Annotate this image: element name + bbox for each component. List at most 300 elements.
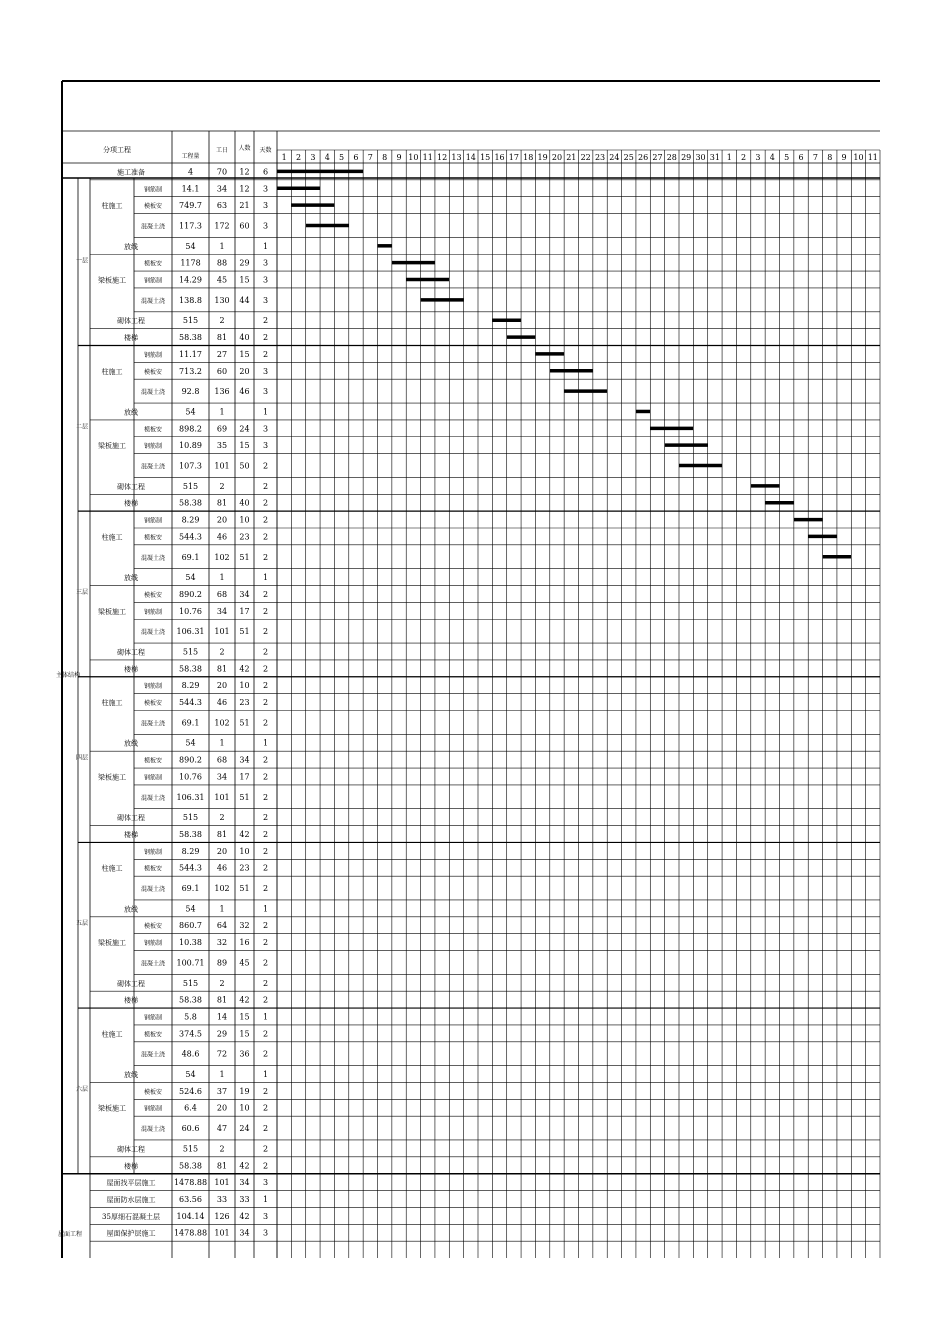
row-dur: 1: [262, 241, 269, 251]
row-dur: 2: [262, 316, 269, 326]
row-dur: 3: [262, 184, 269, 194]
row-workers: 51: [239, 627, 250, 637]
day-label: 11: [422, 153, 433, 162]
day-label: 29: [681, 153, 692, 162]
row-dur: 1: [262, 1012, 269, 1022]
row-days: 81: [216, 664, 228, 674]
row-qty: 713.2: [179, 366, 202, 376]
row-item-label: 楼梯: [124, 996, 138, 1005]
day-label: 21: [566, 153, 577, 162]
row-dur: 3: [262, 275, 269, 285]
row-days: 2: [219, 481, 225, 491]
day-label: 28: [666, 153, 677, 162]
row-qty: 8.29: [181, 846, 200, 856]
row-subitem-label: 混凝土浇: [140, 297, 166, 305]
day-label: 2: [295, 153, 302, 162]
row-qty: 515: [182, 813, 199, 823]
row-workers: 34: [239, 589, 250, 599]
row-days: 88: [216, 258, 228, 268]
row-qty: 860.7: [179, 921, 202, 931]
row-subitem-label: 模板安: [143, 591, 163, 599]
row-days: 68: [216, 589, 228, 599]
row-qty: 54: [185, 407, 196, 417]
row-qty: 10.76: [179, 772, 202, 782]
row-subitem-label: 模板安: [143, 1031, 163, 1039]
row-workers: 20: [239, 366, 250, 376]
row-item-label: 放线: [124, 739, 138, 748]
row-item-label: 放线: [124, 574, 138, 583]
row-workers: 42: [239, 995, 250, 1005]
row-item-label: 屋面找平层施工: [106, 1179, 156, 1188]
row-dur: 2: [262, 647, 269, 657]
row-workers: 23: [239, 698, 250, 708]
row-dur: 2: [262, 698, 269, 708]
row-subitem-label: 模板安: [143, 260, 163, 268]
row-subitem-label: 模板安: [143, 426, 163, 434]
day-label: 7: [812, 153, 818, 162]
row-days: 2: [219, 316, 225, 326]
row-qty: 60.6: [181, 1124, 200, 1134]
row-dur: 1: [262, 573, 269, 583]
floor-label: 一层: [75, 257, 89, 265]
row-workers: 50: [239, 461, 250, 471]
row-qty: 106.31: [176, 627, 205, 637]
row-dur: 1: [262, 1194, 269, 1204]
row-qty: 58.38: [179, 1161, 202, 1171]
group-bottom-label: 屋面工程: [57, 1230, 83, 1238]
row-item-label: 梁板施工: [98, 276, 126, 285]
day-label: 9: [841, 153, 847, 162]
row-qty: 4: [187, 167, 194, 177]
row-item-label: 砌体工程: [117, 814, 145, 823]
header-qty: 工程量: [181, 153, 200, 160]
row-qty: 54: [185, 1070, 196, 1080]
row-days: 72: [216, 1049, 228, 1059]
floor-label: 四层: [75, 754, 89, 762]
row-qty: 58.38: [179, 333, 202, 343]
row-subitem-label: 钢筋制: [143, 774, 163, 782]
row-qty: 69.1: [181, 884, 200, 894]
row-item-label: 楼梯: [124, 830, 138, 839]
row-days: 46: [216, 863, 228, 873]
row-item-label: 屋面防水层施工: [106, 1195, 156, 1204]
row-qty: 1478.88: [173, 1178, 208, 1188]
row-subitem-label: 钢筋制: [143, 683, 163, 691]
row-subitem-label: 钢筋制: [143, 351, 163, 359]
row-workers: 16: [239, 938, 250, 948]
row-dur: 2: [262, 718, 269, 728]
row-days: 172: [214, 221, 230, 231]
row-qty: 92.8: [181, 387, 200, 397]
row-days: 1: [219, 573, 225, 583]
row-qty: 58.38: [179, 829, 202, 839]
row-dur: 2: [262, 681, 269, 691]
day-label: 5: [784, 153, 790, 162]
row-workers: 19: [239, 1086, 250, 1096]
row-workers: 51: [239, 792, 250, 802]
row-workers: 36: [239, 1049, 250, 1059]
row-days: 63: [216, 201, 228, 211]
row-dur: 2: [262, 772, 269, 782]
row-subitem-label: 混凝土浇: [140, 629, 166, 637]
row-dur: 3: [262, 366, 269, 376]
row-subitem-label: 混凝土浇: [140, 886, 166, 894]
row-qty: 100.71: [176, 958, 205, 968]
row-workers: 34: [239, 1178, 250, 1188]
row-days: 102: [214, 552, 230, 562]
row-workers: 44: [239, 295, 250, 305]
row-item-label: 梁板施工: [98, 773, 126, 782]
row-workers: 21: [239, 201, 250, 211]
row-workers: 51: [239, 718, 250, 728]
row-subitem-label: 模板安: [143, 203, 163, 211]
row-workers: 32: [239, 921, 250, 931]
row-qty: 898.2: [179, 424, 202, 434]
row-dur: 2: [262, 481, 269, 491]
day-label: 31: [709, 153, 720, 162]
row-item-label: 梁板施工: [98, 607, 126, 616]
row-dur: 3: [262, 1211, 269, 1221]
row-subitem-label: 钢筋制: [143, 277, 163, 285]
row-qty: 544.3: [179, 532, 202, 542]
row-dur: 6: [262, 167, 269, 177]
row-qty: 749.7: [179, 201, 202, 211]
row-qty: 54: [185, 904, 196, 914]
row-dur: 2: [262, 829, 269, 839]
row-days: 81: [216, 829, 228, 839]
row-workers: 34: [239, 755, 250, 765]
day-label: 19: [537, 153, 548, 162]
row-days: 2: [219, 647, 225, 657]
header-dur: 天数: [259, 147, 272, 154]
row-subitem-label: 混凝土浇: [140, 960, 166, 968]
row-item-label: 楼梯: [124, 334, 138, 343]
row-qty: 69.1: [181, 552, 200, 562]
row-workers: 12: [239, 184, 250, 194]
row-dur: 2: [262, 606, 269, 616]
row-item-label: 楼梯: [124, 499, 138, 508]
row-qty: 10.89: [179, 441, 202, 451]
row-days: 101: [214, 1228, 230, 1238]
row-item-label: 柱施工: [101, 202, 123, 211]
row-workers: 12: [239, 167, 250, 177]
row-qty: 138.8: [179, 295, 202, 305]
row-qty: 10.38: [179, 938, 202, 948]
row-qty: 104.14: [176, 1211, 205, 1221]
row-days: 101: [214, 1178, 230, 1188]
row-qty: 8.29: [181, 515, 200, 525]
row-subitem-label: 模板安: [143, 534, 163, 542]
row-days: 20: [216, 681, 228, 691]
row-dur: 2: [262, 1103, 269, 1113]
row-item-label: 放线: [124, 242, 138, 251]
day-label: 27: [652, 153, 663, 162]
row-item-label: 放线: [124, 1071, 138, 1080]
row-workers: 34: [239, 1228, 250, 1238]
row-qty: 515: [182, 1144, 199, 1154]
row-workers: 24: [239, 424, 250, 434]
row-days: 34: [216, 772, 228, 782]
row-days: 102: [214, 884, 230, 894]
row-dur: 2: [262, 958, 269, 968]
row-item-label: 楼梯: [124, 1162, 138, 1171]
row-dur: 2: [262, 461, 269, 471]
row-subitem-label: 混凝土浇: [140, 1051, 166, 1059]
day-label: 22: [580, 153, 591, 162]
row-subitem-label: 钢筋制: [143, 848, 163, 856]
day-label: 18: [523, 153, 534, 162]
row-dur: 2: [262, 589, 269, 599]
row-subitem-label: 模板安: [143, 757, 163, 765]
row-item-label: 放线: [124, 408, 138, 417]
header-days: 工日: [215, 147, 229, 154]
row-qty: 5.8: [184, 1012, 197, 1022]
row-item-label: 砌体工程: [117, 1145, 145, 1154]
row-item-label: 砌体工程: [117, 482, 145, 491]
row-workers: 51: [239, 552, 250, 562]
row-qty: 106.31: [176, 792, 205, 802]
row-item-label: 放线: [124, 905, 138, 914]
row-days: 60: [216, 366, 228, 376]
row-workers: 24: [239, 1124, 250, 1134]
header-workers: 人数: [238, 145, 251, 152]
row-workers: 42: [239, 829, 250, 839]
row-subitem-label: 钢筋制: [143, 186, 163, 194]
row-qty: 54: [185, 241, 196, 251]
row-qty: 117.3: [179, 221, 202, 231]
row-days: 20: [216, 515, 228, 525]
row-days: 101: [214, 627, 230, 637]
day-label: 2: [741, 153, 747, 162]
row-qty: 14.29: [179, 275, 202, 285]
row-dur: 2: [262, 978, 269, 988]
day-label: 10: [408, 153, 419, 162]
row-days: 33: [216, 1194, 228, 1204]
day-label: 8: [382, 153, 388, 162]
day-label: 7: [367, 153, 373, 162]
row-workers: 15: [239, 1029, 250, 1039]
row-days: 2: [219, 978, 225, 988]
row-days: 81: [216, 1161, 228, 1171]
row-dur: 2: [262, 333, 269, 343]
row-subitem-label: 模板安: [143, 923, 163, 931]
row-qty: 374.5: [179, 1029, 202, 1039]
row-qty: 1478.88: [173, 1228, 208, 1238]
row-qty: 544.3: [179, 863, 202, 873]
row-dur: 3: [262, 387, 269, 397]
row-item-label: 柱施工: [101, 367, 123, 376]
row-days: 81: [216, 333, 228, 343]
row-workers: 15: [239, 1012, 250, 1022]
day-label: 3: [755, 153, 761, 162]
row-dur: 3: [262, 221, 269, 231]
day-label: 23: [594, 153, 606, 162]
row-days: 46: [216, 698, 228, 708]
row-subitem-label: 混凝土浇: [140, 223, 166, 231]
row-qty: 11.17: [179, 349, 202, 359]
row-dur: 1: [262, 407, 269, 417]
row-workers: 15: [239, 349, 250, 359]
day-label: 13: [451, 153, 462, 162]
row-item-label: 屋面保护层施工: [106, 1229, 156, 1238]
row-dur: 2: [262, 664, 269, 674]
row-days: 101: [214, 792, 230, 802]
row-dur: 1: [262, 904, 269, 914]
day-label: 1: [726, 153, 732, 162]
row-days: 37: [216, 1086, 228, 1096]
row-item-label: 柱施工: [101, 1030, 123, 1039]
day-label: 26: [638, 153, 649, 162]
day-label: 15: [480, 153, 491, 162]
row-dur: 2: [262, 1144, 269, 1154]
row-dur: 1: [262, 1070, 269, 1080]
row-workers: 10: [239, 1103, 250, 1113]
row-subitem-label: 钢筋制: [143, 1105, 163, 1113]
row-days: 102: [214, 718, 230, 728]
row-workers: 60: [239, 221, 250, 231]
row-days: 89: [216, 958, 228, 968]
row-days: 2: [219, 1144, 225, 1154]
day-label: 10: [853, 153, 864, 162]
row-days: 2: [219, 813, 225, 823]
row-dur: 2: [262, 498, 269, 508]
row-workers: 10: [239, 681, 250, 691]
row-qty: 54: [185, 573, 196, 583]
row-workers: 45: [239, 958, 250, 968]
day-label: 6: [353, 153, 359, 162]
row-item-label: 施工准备: [117, 168, 145, 177]
day-label: 24: [609, 153, 620, 162]
row-qty: 10.76: [179, 606, 202, 616]
row-days: 20: [216, 846, 228, 856]
row-subitem-label: 模板安: [143, 368, 163, 376]
row-dur: 1: [262, 738, 269, 748]
row-workers: 29: [239, 258, 250, 268]
day-label: 11: [867, 153, 878, 162]
row-dur: 2: [262, 921, 269, 931]
day-label: 1: [281, 153, 287, 162]
row-dur: 2: [262, 1124, 269, 1134]
row-dur: 2: [262, 884, 269, 894]
row-item-label: 柱施工: [101, 699, 123, 708]
row-item-label: 柱施工: [101, 533, 123, 542]
day-label: 17: [508, 153, 519, 162]
row-subitem-label: 模板安: [143, 700, 163, 708]
row-days: 14: [216, 1012, 228, 1022]
day-label: 25: [623, 153, 634, 162]
floor-label: 三层: [75, 588, 89, 596]
row-subitem-label: 钢筋制: [143, 940, 163, 948]
row-workers: 10: [239, 515, 250, 525]
row-days: 29: [216, 1029, 228, 1039]
row-qty: 524.6: [179, 1086, 202, 1096]
row-workers: 42: [239, 664, 250, 674]
row-subitem-label: 模板安: [143, 1088, 163, 1096]
row-days: 34: [216, 184, 228, 194]
row-qty: 890.2: [179, 589, 202, 599]
row-days: 46: [216, 532, 228, 542]
row-days: 64: [216, 921, 228, 931]
row-qty: 58.38: [179, 995, 202, 1005]
row-workers: 42: [239, 1211, 250, 1221]
row-workers: 10: [239, 846, 250, 856]
row-dur: 2: [262, 792, 269, 802]
row-dur: 2: [262, 813, 269, 823]
row-item-label: 柱施工: [101, 864, 123, 873]
row-days: 45: [216, 275, 228, 285]
row-days: 136: [214, 387, 230, 397]
row-dur: 2: [262, 863, 269, 873]
row-days: 68: [216, 755, 228, 765]
row-item-label: 砌体工程: [117, 317, 145, 326]
day-label: 4: [324, 153, 330, 162]
floor-label: 二层: [75, 423, 89, 431]
row-dur: 2: [262, 1029, 269, 1039]
row-subitem-label: 混凝土浇: [140, 794, 166, 802]
row-qty: 1178: [180, 258, 201, 268]
row-workers: 40: [239, 333, 250, 343]
row-dur: 2: [262, 846, 269, 856]
row-subitem-label: 混凝土浇: [140, 389, 166, 397]
row-dur: 2: [262, 755, 269, 765]
row-days: 32: [216, 938, 228, 948]
row-qty: 14.1: [181, 184, 200, 194]
row-days: 34: [216, 606, 228, 616]
header-item: 分项工程: [103, 146, 131, 154]
row-item-label: 砌体工程: [117, 648, 145, 657]
row-workers: 46: [239, 387, 250, 397]
row-days: 35: [216, 441, 228, 451]
row-dur: 2: [262, 349, 269, 359]
row-dur: 3: [262, 424, 269, 434]
day-label: 9: [396, 153, 402, 162]
row-item-label: 楼梯: [124, 665, 138, 674]
row-workers: 23: [239, 532, 250, 542]
day-label: 12: [437, 153, 448, 162]
row-days: 20: [216, 1103, 228, 1113]
row-qty: 544.3: [179, 698, 202, 708]
day-label: 3: [310, 153, 316, 162]
row-workers: 42: [239, 1161, 250, 1171]
row-workers: 17: [239, 772, 250, 782]
row-days: 81: [216, 995, 228, 1005]
row-workers: 51: [239, 884, 250, 894]
row-dur: 3: [262, 295, 269, 305]
row-qty: 6.4: [184, 1103, 197, 1113]
row-qty: 515: [182, 978, 199, 988]
row-qty: 69.1: [181, 718, 200, 728]
row-dur: 2: [262, 938, 269, 948]
row-dur: 2: [262, 552, 269, 562]
row-qty: 890.2: [179, 755, 202, 765]
row-dur: 2: [262, 515, 269, 525]
row-workers: 23: [239, 863, 250, 873]
row-dur: 3: [262, 1228, 269, 1238]
row-days: 101: [214, 461, 230, 471]
row-days: 1: [219, 1070, 225, 1080]
row-dur: 3: [262, 1178, 269, 1188]
row-subitem-label: 混凝土浇: [140, 720, 166, 728]
row-workers: 15: [239, 441, 250, 451]
row-subitem-label: 模板安: [143, 865, 163, 873]
row-workers: 40: [239, 498, 250, 508]
row-subitem-label: 钢筋制: [143, 443, 163, 451]
row-dur: 3: [262, 258, 269, 268]
row-workers: 33: [239, 1194, 250, 1204]
day-label: 8: [827, 153, 833, 162]
row-days: 1: [219, 904, 225, 914]
row-qty: 515: [182, 481, 199, 491]
